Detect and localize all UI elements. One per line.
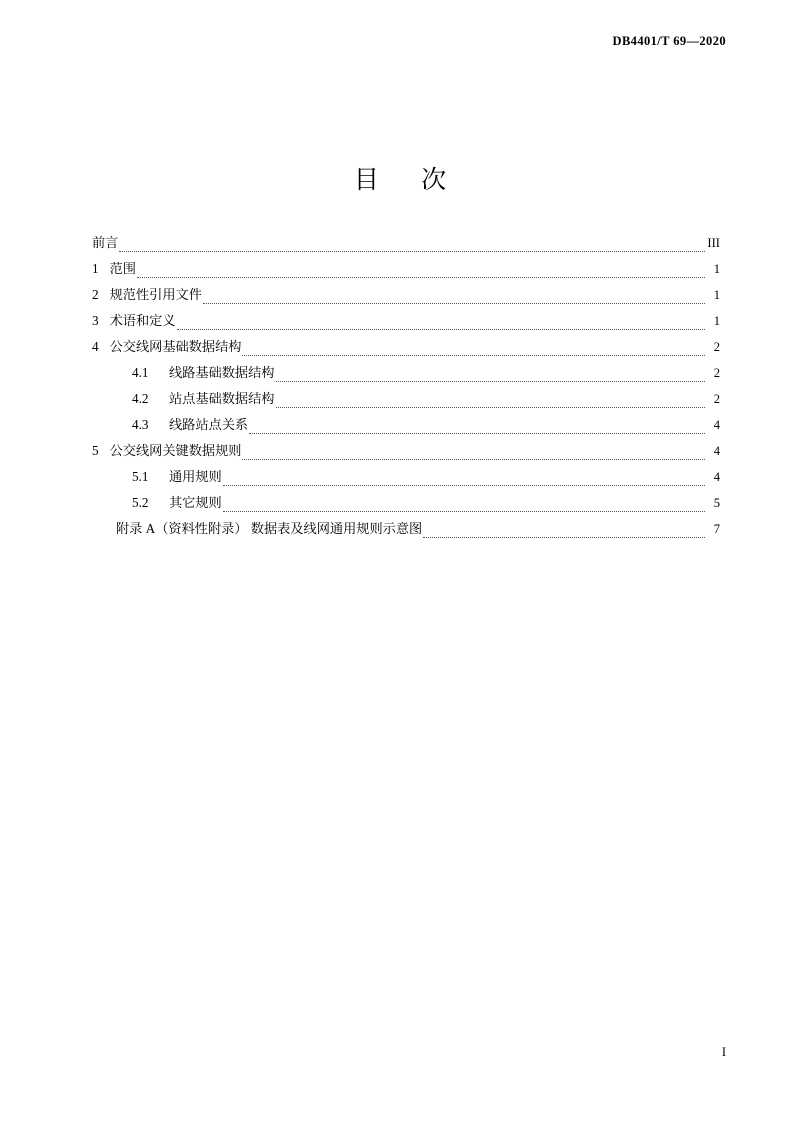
toc-entry-number: 5.1 [132,469,149,484]
toc-entry-number: 4.2 [132,391,149,406]
toc-leader-dots [203,302,705,304]
toc-entry-label: 范围 [109,261,136,276]
toc-entry-page: 1 [713,262,720,276]
toc-entry[interactable] [92,334,720,360]
toc-entry-label: 站点基础数据结构 [169,391,275,406]
table-of-contents [92,230,720,542]
toc-leader-dots [423,536,705,538]
toc-entry-label: 线路站点关系 [169,417,249,432]
toc-entry-number: 5 [92,443,99,458]
toc-entry-label: 附录 A（资料性附录） 数据表及线网通用规则示意图 [116,521,423,536]
toc-entry[interactable] [92,308,720,334]
toc-leader-dots [137,276,705,278]
toc-leader-dots [223,484,705,486]
toc-entry-page: III [707,236,720,250]
toc-leader-dots [223,510,705,512]
toc-entry-page: 2 [713,392,720,406]
toc-entry-number: 4.3 [132,417,149,432]
toc-entry-page: 1 [713,314,720,328]
toc-entry-page: 5 [713,496,720,510]
toc-entry[interactable] [92,490,720,516]
toc-entry-label: 术语和定义 [109,313,176,328]
toc-entry-page: 4 [713,470,720,484]
page-title: 目 次 [353,167,465,194]
toc-entry-number: 1 [92,261,99,276]
toc-entry[interactable] [92,230,720,256]
toc-leader-dots [242,458,705,460]
toc-entry[interactable] [92,386,720,412]
toc-entry[interactable] [92,412,720,438]
toc-entry-number: 5.2 [132,495,149,510]
toc-entry[interactable] [92,282,720,308]
toc-entry-label: 线路基础数据结构 [169,365,275,380]
toc-leader-dots [242,354,705,356]
toc-entry-page: 7 [713,522,720,536]
page-number-footer: I [721,1045,726,1059]
toc-entry[interactable] [92,256,720,282]
toc-entry-number: 3 [92,313,99,328]
toc-entry-page: 1 [713,288,720,302]
toc-entry-number: 4.1 [132,365,149,380]
toc-entry-label: 通用规则 [169,469,222,484]
toc-entry-page: 2 [713,340,720,354]
toc-entry-label: 公交线网关键数据规则 [109,443,242,458]
toc-entry[interactable] [92,464,720,490]
toc-leader-dots [276,406,706,408]
toc-entry-page: 4 [713,444,720,458]
toc-entry[interactable] [92,516,720,542]
toc-leader-dots [249,432,705,434]
toc-entry-page: 4 [713,418,720,432]
toc-entry-label: 其它规则 [169,495,222,510]
toc-entry-label: 前言 [92,235,119,250]
toc-entry-number: 2 [92,287,99,302]
toc-leader-dots [276,380,706,382]
toc-leader-dots [119,250,705,252]
toc-entry-number: 4 [92,339,99,354]
page-header-standard-code: DB4401/T 69—2020 [612,34,726,48]
toc-entry-page: 2 [713,366,720,380]
toc-entry-label: 规范性引用文件 [109,287,202,302]
toc-entry[interactable] [92,438,720,464]
toc-leader-dots [177,328,705,330]
toc-entry[interactable] [92,360,720,386]
toc-entry-label: 公交线网基础数据结构 [109,339,242,354]
